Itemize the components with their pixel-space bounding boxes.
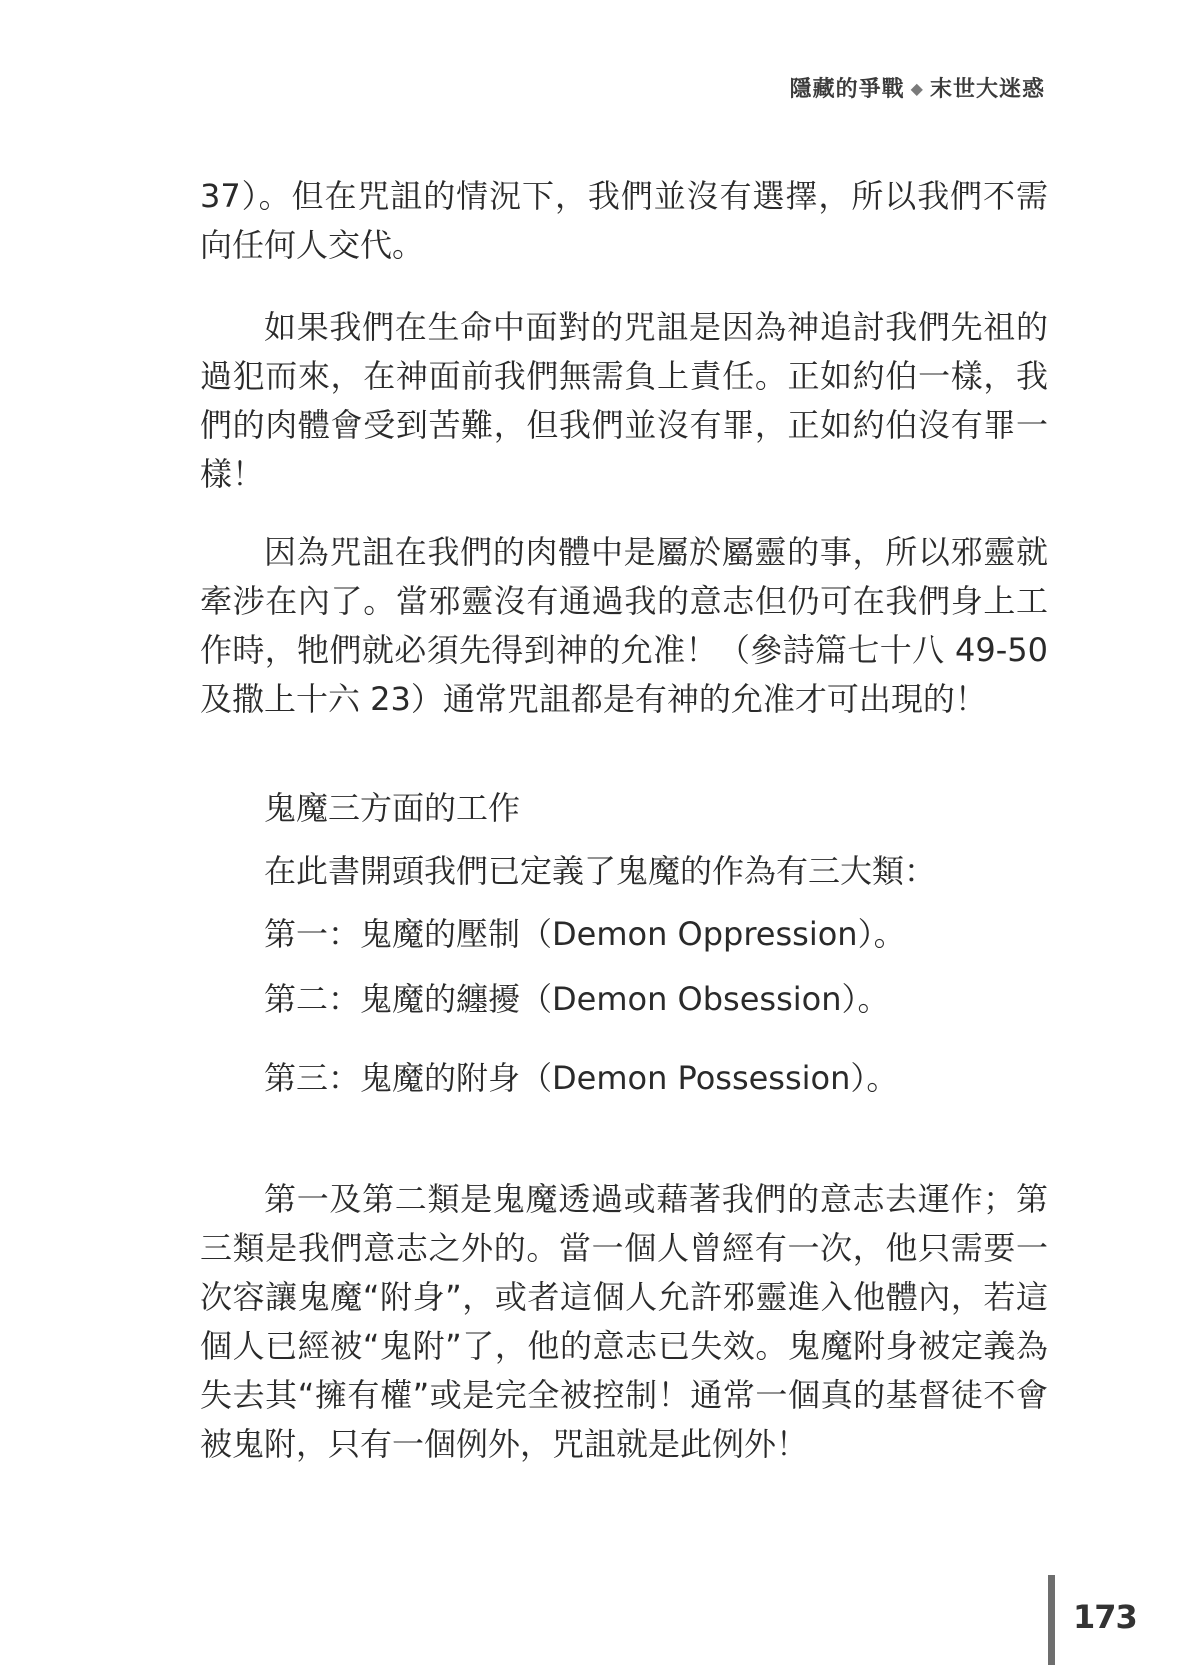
page-number-bar <box>1048 1575 1055 1665</box>
section-heading: 鬼魔三方面的工作 <box>264 789 521 827</box>
list-item-oppression: 第一：鬼魔的壓制（Demon Oppression）。 <box>264 915 906 953</box>
list-item-possession: 第三：鬼魔的附身（Demon Possession）。 <box>264 1059 899 1097</box>
page-number: 173 <box>1073 1598 1137 1636</box>
paragraph-possession-explanation: 第一及第二類是鬼魔透過或藉著我們的意志去運作；第三類是我們意志之外的。當一個人曾經有一次，他只需要一次容讓鬼魔“附身”，或者這個人允許邪靈進入他體內，若這個人已經被“鬼附”了，他的意志已失效。鬼魔附身被定義為失去其“擁有權”或是完全被控制！通常一個真的基督徒不會被鬼附，只有一個例外，咒詛就是此例外！ <box>200 1180 1048 1463</box>
running-header <box>790 72 1045 103</box>
diamond-separator-icon: ◆ <box>910 79 924 98</box>
book-subtitle: 末世大迷惑 <box>929 77 1045 102</box>
page-body <box>200 172 1048 1469</box>
list-item-obsession: 第二：鬼魔的纏擾（Demon Obsession）。 <box>264 980 890 1018</box>
book-title: 隱藏的爭戰 <box>789 77 905 102</box>
paragraph-spirits-permission: 因為咒詛在我們的肉體中是屬於屬靈的事，所以邪靈就牽涉在內了。當邪靈沒有通過我的意志但仍可在我們身上工作時，牠們就必須先得到神的允准！（參詩篇七十八 49-50 及撒上十六 23）通常咒詛都是有神的允准才可出現的！ <box>200 533 1048 718</box>
section-intro: 在此書開頭我們已定義了鬼魔的作為有三大類： <box>264 852 937 890</box>
paragraph-ancestral-curse: 如果我們在生命中面對的咒詛是因為神追討我們先祖的過犯而來，在神面前我們無需負上責任。正如約伯一樣，我們的肉體會受到苦難，但我們並沒有罪，正如約伯沒有罪一樣！ <box>200 308 1048 493</box>
paragraph-continuation: 37）。但在咒詛的情況下，我們並沒有選擇，所以我們不需向任何人交代。 <box>200 177 1048 264</box>
